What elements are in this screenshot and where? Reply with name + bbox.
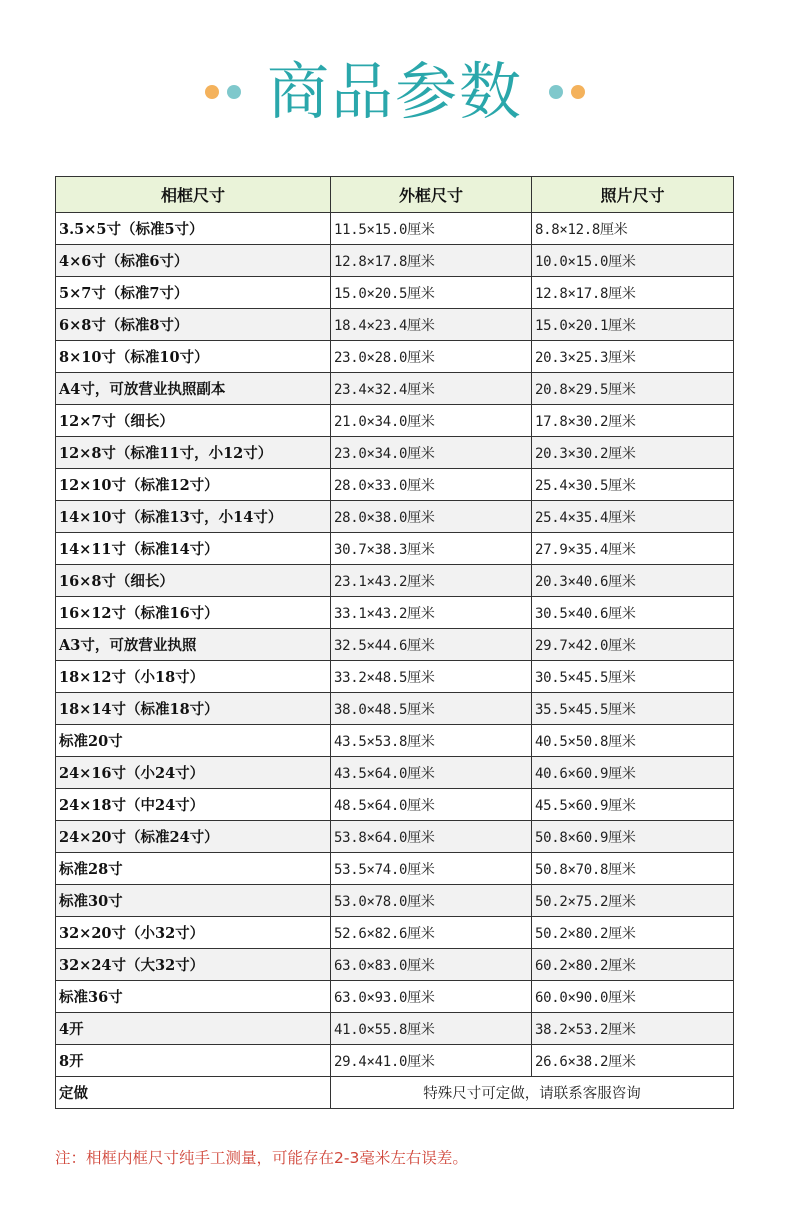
photo-size-cell: 38.2×53.2厘米 [532, 1013, 734, 1045]
table-row [56, 309, 734, 341]
table-row [56, 821, 734, 853]
outer-size-cell: 29.4×41.0厘米 [331, 1045, 532, 1077]
frame-size-cell: 12×8寸（标准11寸，小12寸） [56, 437, 331, 469]
frame-size-cell: 14×11寸（标准14寸） [56, 533, 331, 565]
frame-size-cell: 12×7寸（细长） [56, 405, 331, 437]
table-row [56, 757, 734, 789]
frame-size-cell: 4开 [56, 1013, 331, 1045]
outer-size-cell: 30.7×38.3厘米 [331, 533, 532, 565]
table-row [56, 501, 734, 533]
table-row [56, 245, 734, 277]
photo-size-cell: 35.5×45.5厘米 [532, 693, 734, 725]
outer-size-cell: 43.5×64.0厘米 [331, 757, 532, 789]
table-row [56, 949, 734, 981]
table-row [56, 213, 734, 245]
header-photo-size: 照片尺寸 [532, 177, 734, 213]
measurement-note: 注：相框内框尺寸纯手工测量，可能存在2-3毫米左右误差。 [55, 1149, 468, 1167]
outer-size-cell: 23.4×32.4厘米 [331, 373, 532, 405]
table-row [56, 1045, 734, 1077]
photo-size-cell: 30.5×40.6厘米 [532, 597, 734, 629]
frame-size-cell: 3.5×5寸（标准5寸） [56, 213, 331, 245]
photo-size-cell: 20.3×40.6厘米 [532, 565, 734, 597]
frame-size-cell: 32×24寸（大32寸） [56, 949, 331, 981]
outer-size-cell: 21.0×34.0厘米 [331, 405, 532, 437]
outer-size-cell: 12.8×17.8厘米 [331, 245, 532, 277]
frame-size-cell: 标准36寸 [56, 981, 331, 1013]
outer-size-cell: 53.8×64.0厘米 [331, 821, 532, 853]
outer-size-cell: 11.5×15.0厘米 [331, 213, 532, 245]
frame-size-cell: 4×6寸（标准6寸） [56, 245, 331, 277]
photo-size-cell: 50.8×70.8厘米 [532, 853, 734, 885]
page-title: 商品参数 [266, 55, 523, 128]
photo-size-cell: 27.9×35.4厘米 [532, 533, 734, 565]
table-row [56, 277, 734, 309]
outer-size-cell: 38.0×48.5厘米 [331, 693, 532, 725]
table-row [56, 565, 734, 597]
frame-size-cell: 标准20寸 [56, 725, 331, 757]
frame-size-cell: 8×10寸（标准10寸） [56, 341, 331, 373]
table-row [56, 853, 734, 885]
dot-orange [571, 85, 585, 99]
outer-size-cell: 23.0×34.0厘米 [331, 437, 532, 469]
table-header-row [56, 177, 734, 213]
outer-size-cell: 23.0×28.0厘米 [331, 341, 532, 373]
frame-size-cell: 18×12寸（小18寸） [56, 661, 331, 693]
table-row [56, 1013, 734, 1045]
frame-size-cell: A3寸，可放营业执照 [56, 629, 331, 661]
title-dots-left [205, 85, 241, 99]
dot-orange [205, 85, 219, 99]
table-row [56, 437, 734, 469]
photo-size-cell: 8.8×12.8厘米 [532, 213, 734, 245]
outer-size-cell: 18.4×23.4厘米 [331, 309, 532, 341]
outer-size-cell: 41.0×55.8厘米 [331, 1013, 532, 1045]
photo-size-cell: 60.0×90.0厘米 [532, 981, 734, 1013]
photo-size-cell: 10.0×15.0厘米 [532, 245, 734, 277]
photo-size-cell: 50.2×80.2厘米 [532, 917, 734, 949]
title-dots-right [549, 85, 585, 99]
outer-size-cell: 63.0×93.0厘米 [331, 981, 532, 1013]
frame-size-cell: 16×8寸（细长） [56, 565, 331, 597]
table-row [56, 629, 734, 661]
custom-frame-cell: 定做 [56, 1077, 331, 1109]
frame-size-cell: 16×12寸（标准16寸） [56, 597, 331, 629]
photo-size-cell: 12.8×17.8厘米 [532, 277, 734, 309]
frame-size-cell: 5×7寸（标准7寸） [56, 277, 331, 309]
dot-teal [227, 85, 241, 99]
table-row [56, 405, 734, 437]
photo-size-cell: 17.8×30.2厘米 [532, 405, 734, 437]
photo-size-cell: 20.3×25.3厘米 [532, 341, 734, 373]
table-row [56, 597, 734, 629]
photo-size-cell: 60.2×80.2厘米 [532, 949, 734, 981]
frame-size-cell: 24×16寸（小24寸） [56, 757, 331, 789]
photo-size-cell: 20.8×29.5厘米 [532, 373, 734, 405]
photo-size-cell: 20.3×30.2厘米 [532, 437, 734, 469]
frame-size-cell: 18×14寸（标准18寸） [56, 693, 331, 725]
outer-size-cell: 48.5×64.0厘米 [331, 789, 532, 821]
photo-size-cell: 50.8×60.9厘米 [532, 821, 734, 853]
photo-size-cell: 40.5×50.8厘米 [532, 725, 734, 757]
photo-size-cell: 30.5×45.5厘米 [532, 661, 734, 693]
table-row [56, 341, 734, 373]
frame-size-cell: 8开 [56, 1045, 331, 1077]
outer-size-cell: 52.6×82.6厘米 [331, 917, 532, 949]
frame-size-cell: 12×10寸（标准12寸） [56, 469, 331, 501]
table-row [56, 469, 734, 501]
outer-size-cell: 33.1×43.2厘米 [331, 597, 532, 629]
table-row [56, 693, 734, 725]
table-row [56, 789, 734, 821]
frame-size-cell: A4寸，可放营业执照副本 [56, 373, 331, 405]
photo-size-cell: 15.0×20.1厘米 [532, 309, 734, 341]
dot-teal [549, 85, 563, 99]
table-row [56, 917, 734, 949]
outer-size-cell: 32.5×44.6厘米 [331, 629, 532, 661]
outer-size-cell: 43.5×53.8厘米 [331, 725, 532, 757]
outer-size-cell: 28.0×33.0厘米 [331, 469, 532, 501]
title-banner [0, 52, 790, 132]
outer-size-cell: 63.0×83.0厘米 [331, 949, 532, 981]
table-body [56, 213, 734, 1077]
table-row [56, 533, 734, 565]
outer-size-cell: 28.0×38.0厘米 [331, 501, 532, 533]
photo-size-cell: 25.4×30.5厘米 [532, 469, 734, 501]
table-row [56, 661, 734, 693]
header-frame-size: 相框尺寸 [56, 177, 331, 213]
outer-size-cell: 53.0×78.0厘米 [331, 885, 532, 917]
frame-size-cell: 6×8寸（标准8寸） [56, 309, 331, 341]
custom-row [56, 1077, 734, 1109]
outer-size-cell: 53.5×74.0厘米 [331, 853, 532, 885]
frame-size-cell: 24×20寸（标准24寸） [56, 821, 331, 853]
photo-size-cell: 45.5×60.9厘米 [532, 789, 734, 821]
outer-size-cell: 15.0×20.5厘米 [331, 277, 532, 309]
frame-size-cell: 标准30寸 [56, 885, 331, 917]
table-row [56, 885, 734, 917]
photo-size-cell: 25.4×35.4厘米 [532, 501, 734, 533]
frame-size-cell: 24×18寸（中24寸） [56, 789, 331, 821]
custom-note-cell: 特殊尺寸可定做，请联系客服咨询 [331, 1077, 734, 1109]
photo-size-cell: 26.6×38.2厘米 [532, 1045, 734, 1077]
table-row [56, 725, 734, 757]
photo-size-cell: 40.6×60.9厘米 [532, 757, 734, 789]
frame-size-cell: 标准28寸 [56, 853, 331, 885]
outer-size-cell: 23.1×43.2厘米 [331, 565, 532, 597]
parameter-table [55, 176, 734, 1109]
table-row [56, 373, 734, 405]
outer-size-cell: 33.2×48.5厘米 [331, 661, 532, 693]
frame-size-cell: 14×10寸（标准13寸，小14寸） [56, 501, 331, 533]
header-outer-size: 外框尺寸 [331, 177, 532, 213]
table-row [56, 981, 734, 1013]
photo-size-cell: 50.2×75.2厘米 [532, 885, 734, 917]
photo-size-cell: 29.7×42.0厘米 [532, 629, 734, 661]
frame-size-cell: 32×20寸（小32寸） [56, 917, 331, 949]
